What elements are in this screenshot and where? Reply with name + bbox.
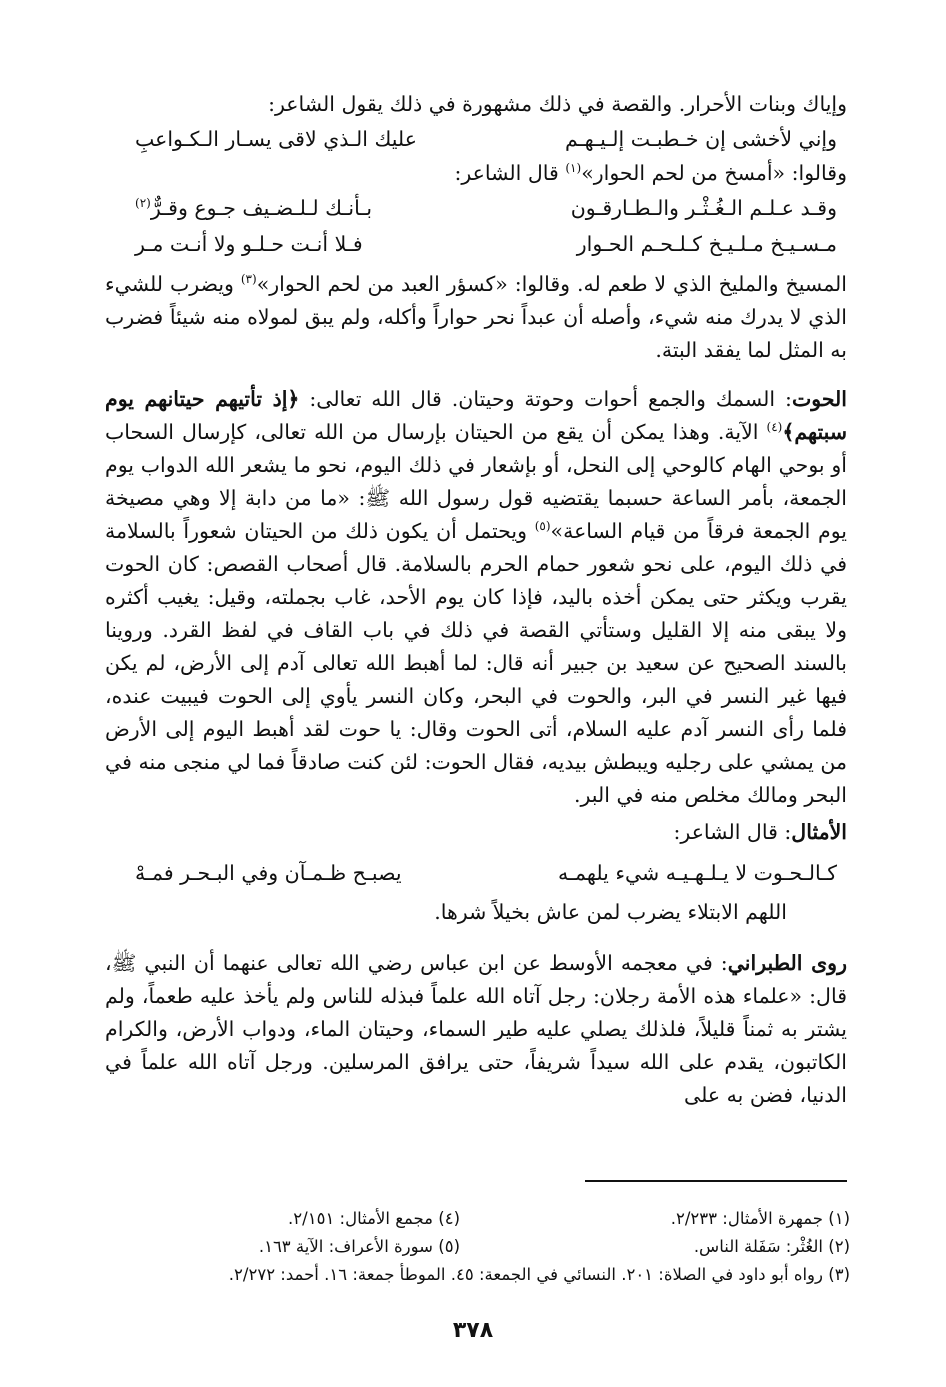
- footnote-4: (٤) مجمع الأمثال: ٢/١٥١.: [288, 1209, 460, 1228]
- verse-4-second-hemistich: يصبـح ظـمـآن وفي البـحـر فمـهْ: [135, 861, 402, 885]
- hut-text-a: : السمك والجمع أحوات وحوتة وحيتان. قال الله تعالى:: [299, 387, 792, 411]
- paragraph-masikh: [105, 268, 847, 367]
- footnote-3: (٣) رواه أبو داود في الصلاة: ٢٠١. النسائي في الجمعة: ٤٥. الموطأ جمعة: ١٦. أحمد: ٢/٢٧٢.: [228, 1265, 850, 1284]
- footnote-1: (١) جمهرة الأمثال: ٢/٢٣٣.: [670, 1209, 850, 1228]
- footnote-ref-1[interactable]: (١): [565, 161, 582, 176]
- footnote-divider: [585, 1180, 847, 1182]
- footnotes-row-1: [160, 1205, 850, 1233]
- masikh-text-b: ويضرب للشيء الذي لا يدرك منه شيء، وأصله أن عبداً نحر حواراً وأكله، ولم يبق لمولاه منه شيئاً فضرب به المثل لما يفقد البتة.: [105, 272, 847, 362]
- dua-text: اللهم الابتلاء يضرب لمن عاش بخيلاً شرها.: [434, 900, 787, 924]
- verse-2-second-hemistich: [135, 190, 372, 226]
- footnotes: [160, 1205, 850, 1289]
- amthal-line: [105, 816, 847, 849]
- footnote-ref-3[interactable]: (٣): [240, 272, 257, 287]
- hut-text-b: الآية. وهذا يمكن أن يقع من الحيتان بإرسال من الله تعالى، كإرسال السحاب أو بوحي الهام كالوحي إلى النحل، أو بإشعار في ذلك اليوم، نحو ما يشعر الله الدواب يوم الجمعة، بأمر الساعة حسبما يقتضيه قول رسول الله ﷺ: «ما من دابة إلا وهي مصيخة يوم الجمعة فرقاً من قيام الساعة»: [105, 420, 847, 543]
- verse-2-second-text: بـأنـك لـلـضـيف جـوع وقـرٌّ: [150, 196, 373, 220]
- proverb-1-text: وقالوا: «أمسخ من لحم الحوار»: [581, 161, 847, 185]
- tabarani-heading: روى الطبراني: [727, 951, 847, 975]
- proverb-1-tail: قال الشاعر:: [454, 161, 566, 185]
- verse-1-first-hemistich: وإني لأخشى إن خـطبـت إلـيـهـم: [565, 127, 837, 151]
- tabarani-text: : في معجمه الأوسط عن ابن عباس رضي الله تعالى عنهما أن النبي ﷺ، قال: «علماء هذه الأمة رجلان: رجل آتاه الله علماً فبذله للناس ولم يأخذ عليه طعماً، ولم يشتر به ثمناً قليلاً، فلذلك يصلي عليه طير السماء، وحيتان الماء، ودواب الأرض، والكرام الكاتبون، يقدم على الله سيداً شريفاً، حتى يرافق المرسلين. ورجل آتاه الله علماً في الدنيا، فضن به على: [105, 951, 847, 1107]
- verse-3-first-hemistich: مـسـيـخ مـلـيـخ كـلـحـم الحـوار: [576, 232, 837, 256]
- paragraph-tabarani: [105, 947, 847, 1112]
- verse-1: [105, 121, 847, 157]
- footnotes-row-2: [160, 1233, 850, 1261]
- verse-1-second-hemistich: عليك الـذي لاقى يسـار الـكـواعبِ: [135, 127, 417, 151]
- quran-verse: ﴿إذ تأتيهم حيتانهم يوم سبتهم﴾: [105, 387, 847, 444]
- footnote-ref-4[interactable]: (٤): [766, 420, 783, 435]
- dua-line: [105, 893, 847, 931]
- verse-3: [105, 226, 847, 262]
- amthal-text: : قال الشاعر:: [673, 820, 792, 844]
- page-body: [105, 88, 847, 1112]
- verse-2-first-hemistich: وقـد عـلـم الـغُـثْـر والـطـارقـون: [570, 196, 837, 220]
- intro-line: [105, 88, 847, 121]
- footnote-ref-5[interactable]: (٥): [534, 519, 551, 534]
- footnote-2: (٢) الغُثْر: سَفَلة الناس.: [693, 1237, 850, 1256]
- verse-4-first-hemistich: كـالـحـوت لا يـلـهـيـه شيء يلهمـه: [558, 861, 837, 885]
- verse-2: [105, 190, 847, 226]
- footnote-ref-2[interactable]: (٢): [135, 196, 151, 211]
- paragraph-hut: [105, 383, 847, 812]
- amthal-heading: الأمثال: [791, 820, 847, 844]
- intro-text: وإياك وبنات الأحرار. والقصة في ذلك مشهورة في ذلك يقول الشاعر:: [268, 92, 847, 116]
- page-number: ٣٧٨: [452, 1318, 494, 1343]
- proverb-1-line: [105, 157, 847, 190]
- hut-text-c: ويحتمل أن يكون ذلك من الحيتان شعوراً بالسلامة في ذلك اليوم، على نحو شعور حمام الحرم بالسلامة. قال أصحاب القصص: كان الحوت يقرب ويكثر حتى يمكن أخذه باليد، فإذا كان يوم الأحد، غاب بجملته، وقيل: يغيب أكثره ولا يبقى منه إلا القليل وستأتي القصة في ذلك في باب القاف في لفظ القرد. وروينا بالسند الصحيح عن سعيد بن جبير أنه قال: لما أهبط الله تعالى آدم إلى الأرض، لم يكن فيها غير النسر في البر، والحوت في البحر، وكان النسر يأوي إلى الحوت فيبيت عنده، فلما رأى النسر آدم عليه السلام، أتى الحوت وقال: يا حوت لقد أهبط اليوم إلى الأرض من يمشي على رجليه ويبطش بيديه، فقال الحوت: لئن كنت صادقاً فما لي منجى منه في البحر ومالك مخلص منه في البر.: [105, 519, 847, 807]
- footnote-5: (٥) سورة الأعراف: الآية ١٦٣.: [258, 1237, 460, 1256]
- verse-4: [105, 855, 847, 891]
- hut-heading: الحوت: [791, 387, 848, 411]
- masikh-text-a: المسيخ والمليخ الذي لا طعم له. وقالوا: «كسؤر العبد من لحم الحوار»: [256, 272, 847, 296]
- verse-3-second-hemistich: فـلا أنـت حـلـو ولا أنـت مـر: [135, 232, 363, 256]
